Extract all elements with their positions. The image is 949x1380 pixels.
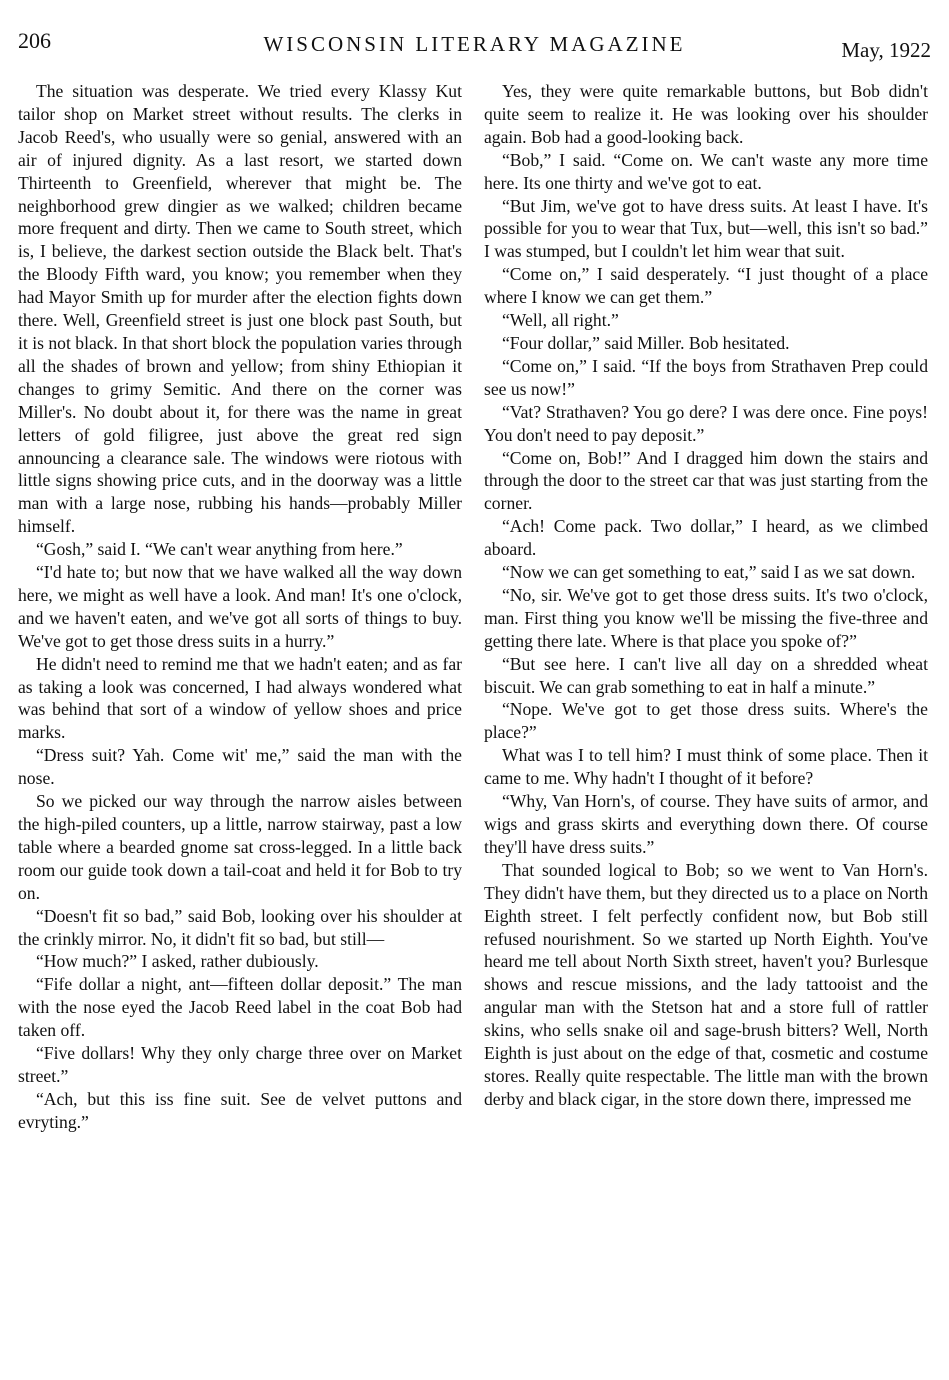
issue-date: May, 1922 <box>841 38 931 62</box>
paragraph: “Ach, but this iss fine suit. See de velvet puttons and evryting.” <box>18 1088 462 1132</box>
paragraph: “How much?” I asked, rather dubiously. <box>36 951 319 972</box>
paragraph: That sounded logical to Bob; so we went to Van Horn's. They didn't have them, but they directed us to a place on North Eighth street. I felt perfectly confident now, but Bob still refused nourishment. So we started up North Eighth. You've heard me tell about North Sixth street, haven't you? Burlesque shows and rescue missions, and the lady tattooist and the angular man with the Stetson hat and a store full of rattler skins, who sells snake oil and sage-brush bitters? Well, North Eighth is just about on the edge of that, cosmetic and costume stores. Really quite respectable. The little man with the brown derby and black cigar, in the store down there, impressed me <box>484 859 928 1109</box>
paragraph: “Dress suit? Yah. Come wit' me,” said the man with the nose. <box>18 745 462 789</box>
paragraph: “Why, Van Horn's, of course. They have suits of armor, and wigs and grass skirts and everything down there. Of course they'll have dress suits.” <box>484 791 928 857</box>
paragraph: He didn't need to remind me that we hadn't eaten; and as far as taking a look was concerned, I had always wondered what was behind that sort of a window of yellow shoes and price marks. <box>18 653 462 743</box>
paragraph: “Vat? Strathaven? You go dere? I was dere once. Fine poys! You don't need to pay deposit.” <box>484 401 928 445</box>
paragraph: What was I to tell him? I must think of some place. Then it came to me. Why hadn't I thought of it before? <box>484 745 928 789</box>
paragraph: “I'd hate to; but now that we have walked all the way down here, we might as well have a look. And man! It's one o'clock, and we haven't eaten, and we've got all sorts of things to buy. We've got to get those dress suits in a hurry.” <box>18 562 462 651</box>
paragraph: So we picked our way through the narrow aisles between the high-piled counters, up a little, narrow stairway, past a low table where a bearded gnome sat cross-legged. In a little back room our guide took down a tail-coat and held it for Bob to try on. <box>18 791 462 903</box>
paragraph: “Well, all right.” <box>502 310 619 331</box>
paragraph: “Come on,” I said desperately. “I just thought of a place where I know we can get them.” <box>484 264 928 308</box>
paragraph: “Four dollar,” said Miller. Bob hesitated. <box>502 332 790 353</box>
page-number: 206 <box>18 28 51 53</box>
paragraph: “Now we can get something to eat,” said I as we sat down. <box>502 562 916 583</box>
page-header <box>18 28 931 68</box>
paragraph: “But Jim, we've got to have dress suits. At least I have. It's possible for you to wear that Tux, but—well, this isn't so bad.” I was stumped, but I couldn't let him wear that suit. <box>484 195 928 262</box>
paragraph: “But see here. I can't live all day on a shredded wheat biscuit. We can grab something to eat in half a minute.” <box>484 653 928 697</box>
paragraph: “Doesn't fit so bad,” said Bob, looking over his shoulder at the crinkly mirror. No, it didn't fit so bad, but still— <box>18 905 462 949</box>
paragraph: “Gosh,” said I. “We can't wear anything from here.” <box>36 539 403 560</box>
left-column <box>18 80 462 1134</box>
paragraph: “Bob,” I said. “Come on. We can't waste any more time here. Its one thirty and we've got to eat. <box>484 149 928 193</box>
paragraph: The situation was desperate. We tried every Klassy Kut tailor shop on Market street without results. The clerks in Jacob Reed's, who usually were so genial, answered with an air of injured dignity. As a last resort, we started down Thirteenth to Greenfield, wherever that might be. The neighborhood grew dingier as we walked; children became more frequent and dirty. Then we came to South street, which is, I believe, the darkest section outside the Black belt. That's the Bloody Fifth ward, you know; you remember when they had Mayor Smith up for murder after the election fights down there. Well, Greenfield street is just one block past South, but it is not black. In that short block the population varies through all the shades of brown and yellow; from shiny Ethiopian it changes to grimy Semitic. And there on the corner was Miller's. No doubt about it, for there was the name in great letters of gold filigree, just above the great red sign announcing a clearance sale. The windows were riotous with little signs showing price cuts, and in the doorway was a little man with a large nose, rubbing his hands—probably Miller himself. <box>18 81 462 537</box>
paragraph: “Come on, Bob!” And I dragged him down the stairs and through the door to the street car that was just starting from the corner. <box>484 447 928 514</box>
paragraph: “No, sir. We've got to get those dress suits. It's two o'clock, man. First thing you know we'll be missing the five-three and getting there late. Where is that place you spoke of?” <box>484 584 928 651</box>
paragraph: “Five dollars! Why they only charge three over on Market street.” <box>18 1043 462 1086</box>
paragraph: Yes, they were quite remarkable buttons, but Bob didn't quite seem to realize it. He was looking over his shoulder again. Bob had a good-looking back. <box>484 81 928 147</box>
paragraph: “Come on,” I said. “If the boys from Strathaven Prep could see us now!” <box>484 355 928 399</box>
right-column <box>484 80 928 1111</box>
paragraph: “Ach! Come pack. Two dollar,” I heard, as we climbed aboard. <box>484 516 928 560</box>
paragraph: “Nope. We've got to get those dress suits. Where's the place?” <box>484 699 928 743</box>
magazine-title: WISCONSIN LITERARY MAGAZINE <box>263 32 686 56</box>
paragraph: “Fife dollar a night, ant—fifteen dollar deposit.” The man with the nose eyed the Jacob Reed label in the coat Bob had taken off. <box>18 974 462 1041</box>
